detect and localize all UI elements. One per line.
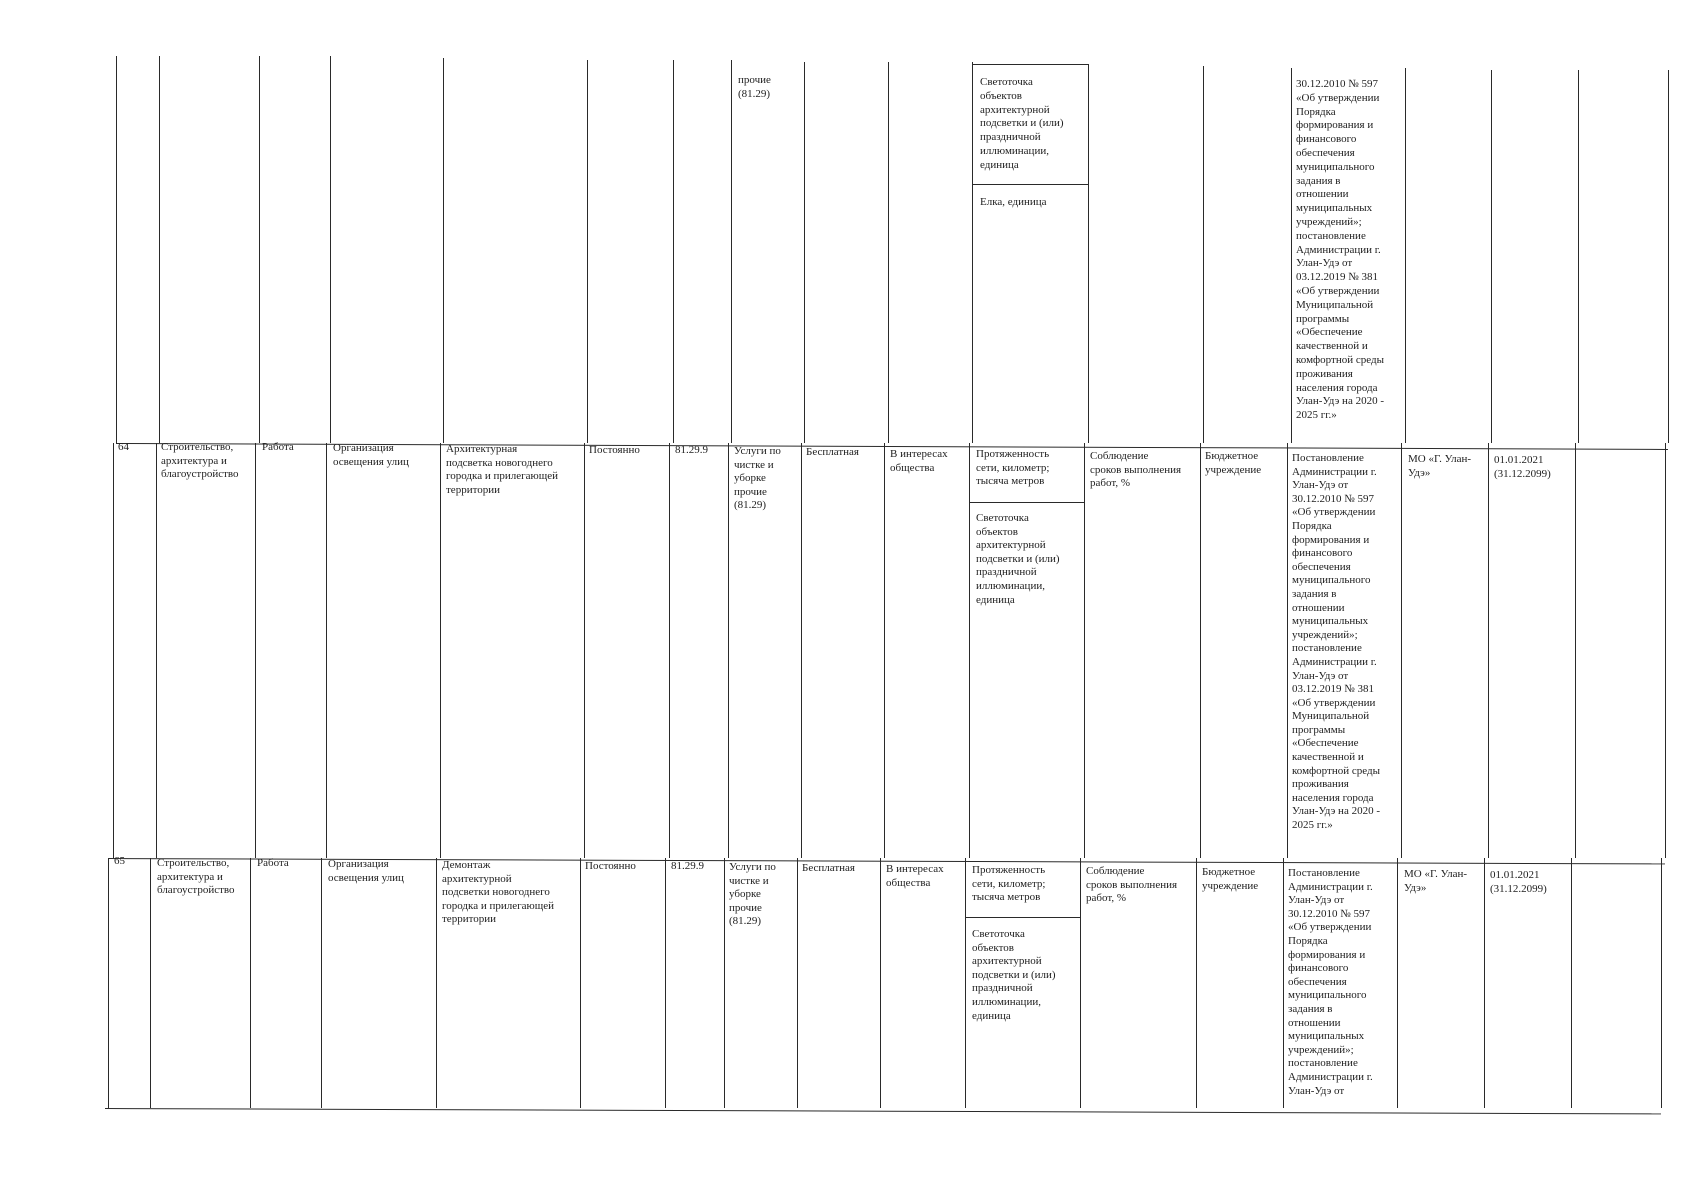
- cell-volume-indicator-1: Протяженность сети, километр; тысяча метров: [976, 448, 1050, 488]
- cell-volume-indicator-1: Протяженность сети, километр; тысяча метров: [972, 864, 1046, 904]
- cell-volume-indicator-2: Светоточка объектов архитектурной подсветки и (или) праздничной иллюминации, единица: [976, 512, 1060, 606]
- cell-institution-type: Бюджетное учреждение: [1202, 866, 1259, 892]
- cell-okved: 81.29.9: [675, 444, 708, 456]
- cell-type: Работа: [257, 857, 289, 869]
- cell-service-type: прочие (81.29): [738, 74, 771, 100]
- cell-institution-type: Бюджетное учреждение: [1205, 450, 1262, 476]
- cell-okved: 81.29.9: [671, 860, 704, 872]
- cell-service-type: Услуги по чистке и уборке прочие (81.29): [734, 445, 781, 512]
- cell-consumers: В интересах общества: [890, 448, 948, 474]
- cell-legal-basis: Постановление Администрации г. Улан-Удэ от 30.12.2010 № 597 «Об утверждении Порядка формирования и финансового обеспечения муниципального задания в отношении муниципальных учреждений»; постановление Администрации г. Улан-Удэ от: [1288, 867, 1373, 1097]
- cell-number: 64: [118, 441, 129, 453]
- cell-volume-indicator-2: Светоточка объектов архитектурной подсветки и (или) праздничной иллюминации, единица: [972, 928, 1056, 1022]
- cell-content: Архитектурная подсветка новогоднего городка и прилегающей территории: [446, 443, 558, 496]
- cell-content: Демонтаж архитектурной подсветки новогоднего городка и прилегающей территории: [442, 859, 554, 926]
- cell-legal-basis: Постановление Администрации г. Улан-Удэ от 30.12.2010 № 597 «Об утверждении Порядка формирования и финансового обеспечения муниципального задания в отношении муниципальных учреждений»; постановление Администрации г. Улан-Удэ от 03.12.2019 № 381 «Об утверждении Муниципальной программы «Обеспечение качественной и комфортной среды проживания населения города Улан-Удэ на 2020 - 2025 гг.»: [1292, 452, 1380, 832]
- cell-sphere: Строительство, архитектура и благоустройство: [161, 441, 239, 481]
- cell-periodicity: Постоянно: [585, 860, 636, 872]
- cell-payment: Бесплатная: [806, 446, 859, 458]
- cell-name: Организация освещения улиц: [333, 442, 409, 468]
- cell-consumers: В интересах общества: [886, 863, 944, 889]
- cell-number: 65: [114, 855, 125, 867]
- cell-periodicity: Постоянно: [589, 444, 640, 456]
- cell-dates: 01.01.2021 (31.12.2099): [1490, 869, 1547, 895]
- cell-service-type: Услуги по чистке и уборке прочие (81.29): [729, 861, 776, 928]
- cell-type: Работа: [262, 441, 294, 453]
- cell-quality-indicator: Соблюдение сроков выполнения работ, %: [1086, 865, 1178, 905]
- cell-volume-indicator-2: Елка, единица: [980, 196, 1047, 208]
- cell-dates: 01.01.2021 (31.12.2099): [1494, 454, 1551, 480]
- cell-quality-indicator: Соблюдение сроков выполнения работ, %: [1090, 450, 1182, 490]
- cell-payment: Бесплатная: [802, 862, 855, 874]
- cell-founder: МО «Г. Улан- Удэ»: [1404, 868, 1468, 894]
- cell-name: Организация освещения улиц: [328, 858, 404, 884]
- cell-volume-indicator-1: Светоточка объектов архитектурной подсветки и (или) праздничной иллюминации, единица: [980, 76, 1064, 171]
- cell-sphere: Строительство, архитектура и благоустройство: [157, 857, 235, 897]
- cell-legal-basis: 30.12.2010 № 597 «Об утверждении Порядка формирования и финансового обеспечения муниципального задания в отношении муниципальных учреждений»; постановление Администрации г. Улан-Удэ от 03.12.2019 № 381 «Об утверждении Муниципальной программы «Обеспечение качественной и комфортной среды проживания населения города Улан-Удэ на 2020 - 2025 гг.»: [1296, 78, 1384, 422]
- cell-founder: МО «Г. Улан- Удэ»: [1408, 453, 1472, 479]
